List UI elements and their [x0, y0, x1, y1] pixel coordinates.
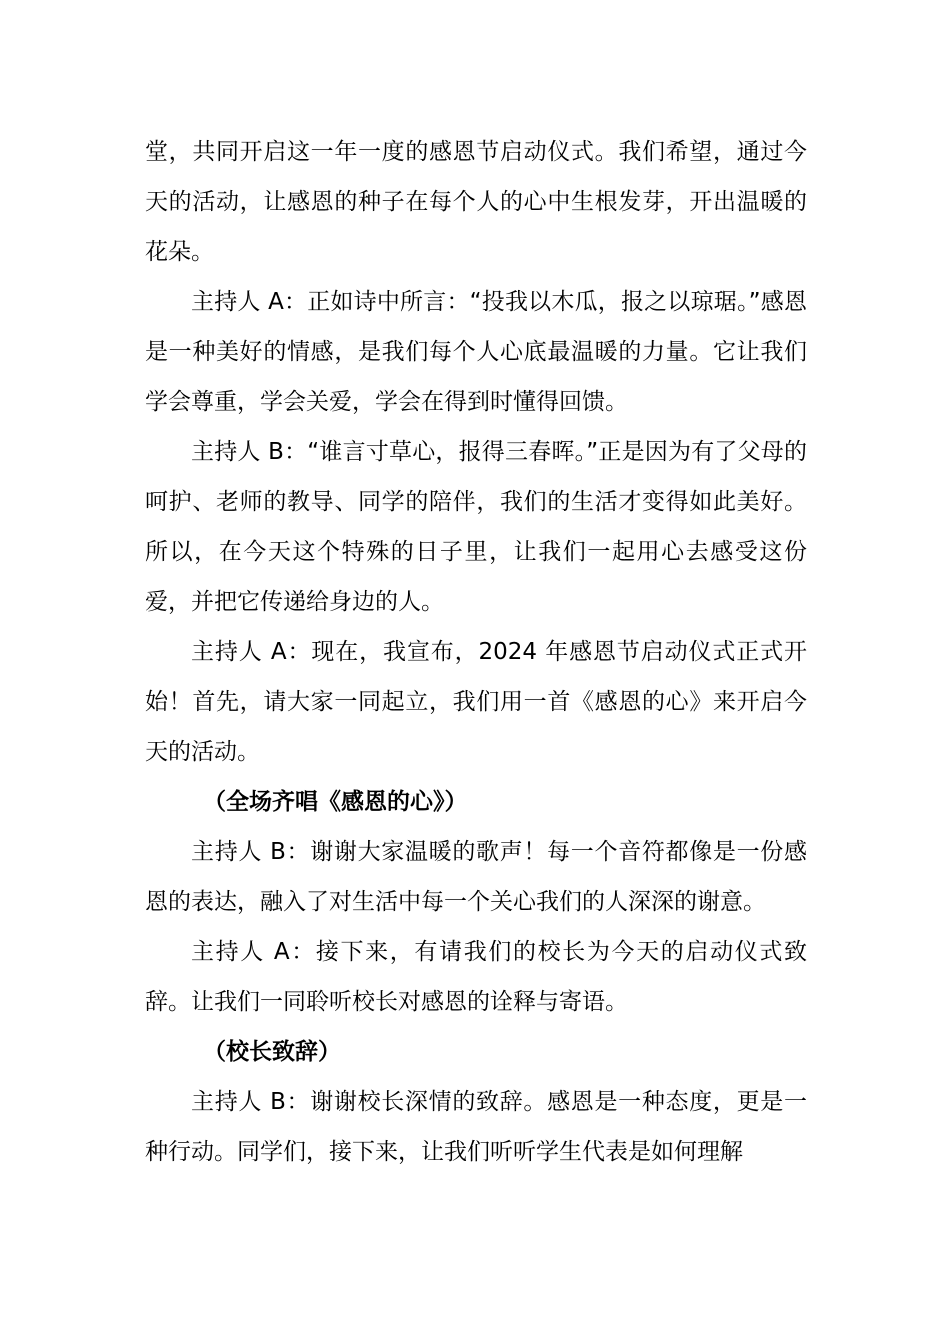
paragraph-continued: 堂，共同开启这一年一度的感恩节启动仪式。我们希望，通过今天的活动，让感恩的种子在每个人的心中生根发芽，开出温暖的花朵。 — [145, 139, 807, 265]
paragraph-host-b-quote: 主持人 B：“谁言寸草心，报得三春晖。”正是因为有了父母的呵护、老师的教导、同学的陪伴，我们的生活才变得如此美好。所以，在今天这个特殊的日子里，让我们一起用心去感受这份爱，并把它传递给身边的人。 — [145, 439, 807, 615]
paragraph-host-a-quote: 主持人 A：正如诗中所言：“投我以木瓜，报之以琼琚。”感恩是一种美好的情感，是我们每个人心底最温暖的力量。它让我们学会尊重，学会关爱，学会在得到时懂得回馈。 — [145, 289, 807, 415]
paragraph-host-a-announcement: 主持人 A：现在，我宣布，2024 年感恩节启动仪式正式开始！首先，请大家一同起立，我们用一首《感恩的心》来开启今天的活动。 — [145, 639, 807, 765]
paragraph-host-b-student: 主持人 B：谢谢校长深情的致辞。感恩是一种态度，更是一种行动。同学们，接下来，让我们听听学生代表是如何理解 — [145, 1089, 807, 1165]
document-body — [145, 127, 807, 1177]
paragraph-host-b-thanks: 主持人 B：谢谢大家温暖的歌声！每一个音符都像是一份感恩的表达，融入了对生活中每一个关心我们的人深深的谢意。 — [145, 839, 807, 915]
stage-direction-song: （全场齐唱《感恩的心》） — [203, 789, 468, 815]
stage-direction-principal: （校长致辞） — [203, 1039, 341, 1065]
paragraph-host-a-principal: 主持人 A：接下来，有请我们的校长为今天的启动仪式致辞。让我们一同聆听校长对感恩的诠释与寄语。 — [145, 939, 807, 1015]
